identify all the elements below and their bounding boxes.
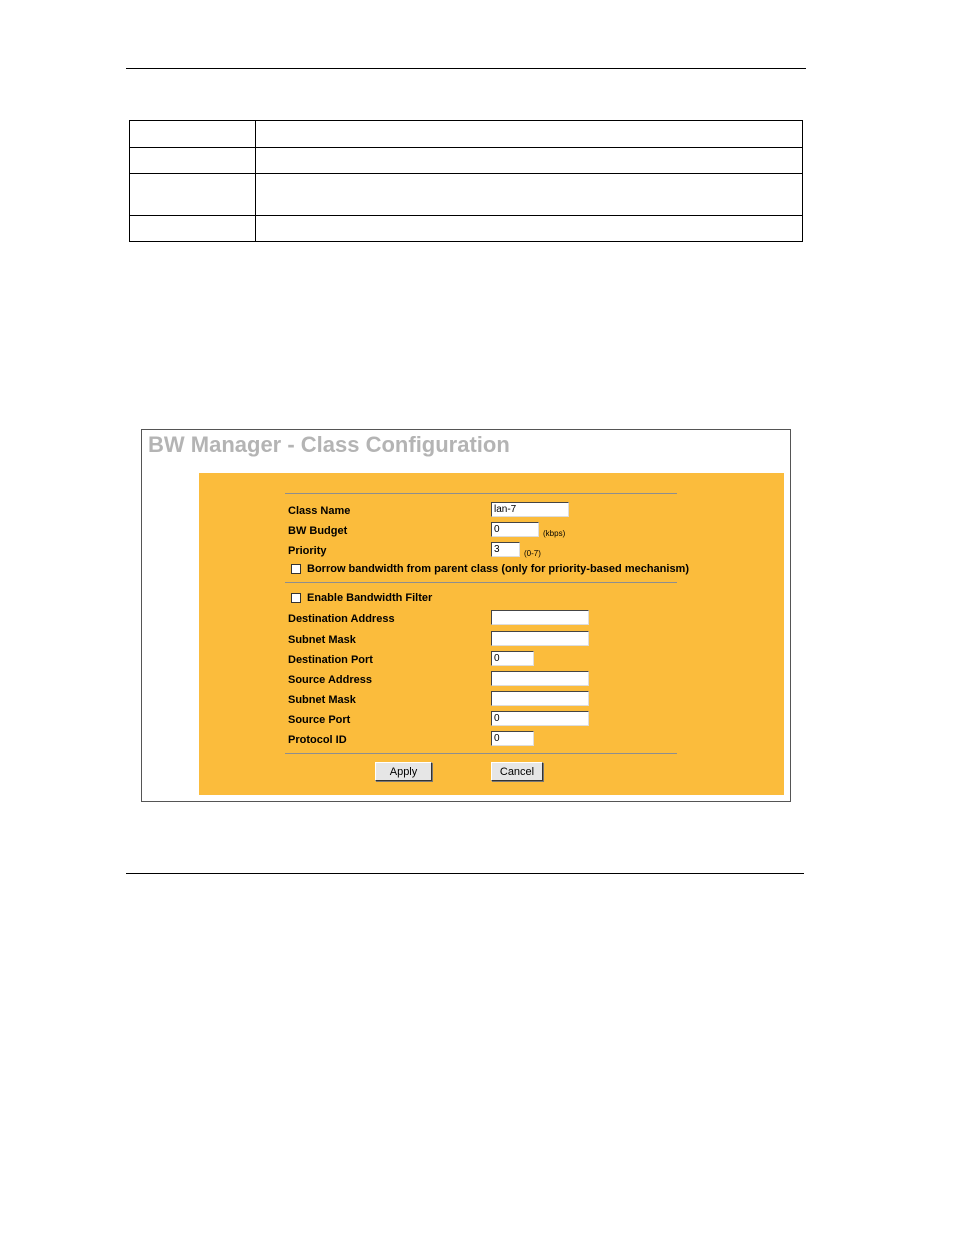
destination-port-input[interactable] — [491, 651, 534, 666]
table-row — [130, 148, 803, 174]
class-name-label: Class Name — [288, 505, 351, 517]
bw-budget-input[interactable] — [491, 522, 539, 537]
table-cell — [130, 148, 256, 174]
apply-button[interactable]: Apply — [375, 762, 432, 781]
enable-bandwidth-filter-option[interactable] — [291, 591, 432, 605]
table-cell — [130, 174, 256, 216]
destination-address-input[interactable] — [491, 610, 589, 625]
source-address-input[interactable] — [491, 671, 589, 686]
table-row — [130, 216, 803, 242]
source-address-label: Source Address — [288, 674, 372, 686]
table-cell — [256, 148, 803, 174]
footer-rule — [126, 873, 804, 874]
source-subnet-mask-input[interactable] — [491, 691, 589, 706]
priority-input[interactable] — [491, 542, 520, 557]
header-rule — [126, 68, 806, 69]
class-configuration-form — [199, 473, 784, 795]
source-port-input[interactable] — [491, 711, 589, 726]
protocol-id-input[interactable] — [491, 731, 534, 746]
table-cell — [130, 121, 256, 148]
priority-range: (0-7) — [524, 549, 541, 558]
cancel-button[interactable]: Cancel — [491, 762, 543, 781]
table-cell — [256, 174, 803, 216]
page-title: BW Manager - Class Configuration — [148, 432, 510, 457]
class-name-input[interactable] — [491, 502, 569, 517]
borrow-bandwidth-option[interactable] — [291, 562, 689, 576]
divider — [285, 582, 677, 583]
destination-subnet-mask-input[interactable] — [491, 631, 589, 646]
borrow-bandwidth-label: Borrow bandwidth from parent class (only for priority-based mechanism) — [307, 563, 690, 575]
table-cell — [256, 121, 803, 148]
field-description-table — [129, 120, 803, 242]
screenshot-frame — [141, 429, 791, 802]
protocol-id-label: Protocol ID — [288, 734, 347, 746]
divider — [285, 753, 677, 754]
bw-budget-unit: (kbps) — [543, 529, 566, 538]
destination-subnet-mask-label: Subnet Mask — [288, 634, 356, 646]
source-subnet-mask-label: Subnet Mask — [288, 694, 356, 706]
enable-bandwidth-filter-label: Enable Bandwidth Filter — [307, 592, 433, 604]
table-row — [130, 121, 803, 148]
table-cell — [130, 216, 256, 242]
table-row — [130, 174, 803, 216]
divider — [285, 493, 677, 494]
destination-port-label: Destination Port — [288, 654, 373, 666]
table-cell — [256, 216, 803, 242]
destination-address-label: Destination Address — [288, 613, 395, 625]
borrow-bandwidth-checkbox[interactable] — [291, 564, 301, 574]
enable-bandwidth-filter-checkbox[interactable] — [291, 593, 301, 603]
source-port-label: Source Port — [288, 714, 351, 726]
priority-label: Priority — [288, 545, 327, 557]
bw-budget-label: BW Budget — [288, 525, 348, 537]
